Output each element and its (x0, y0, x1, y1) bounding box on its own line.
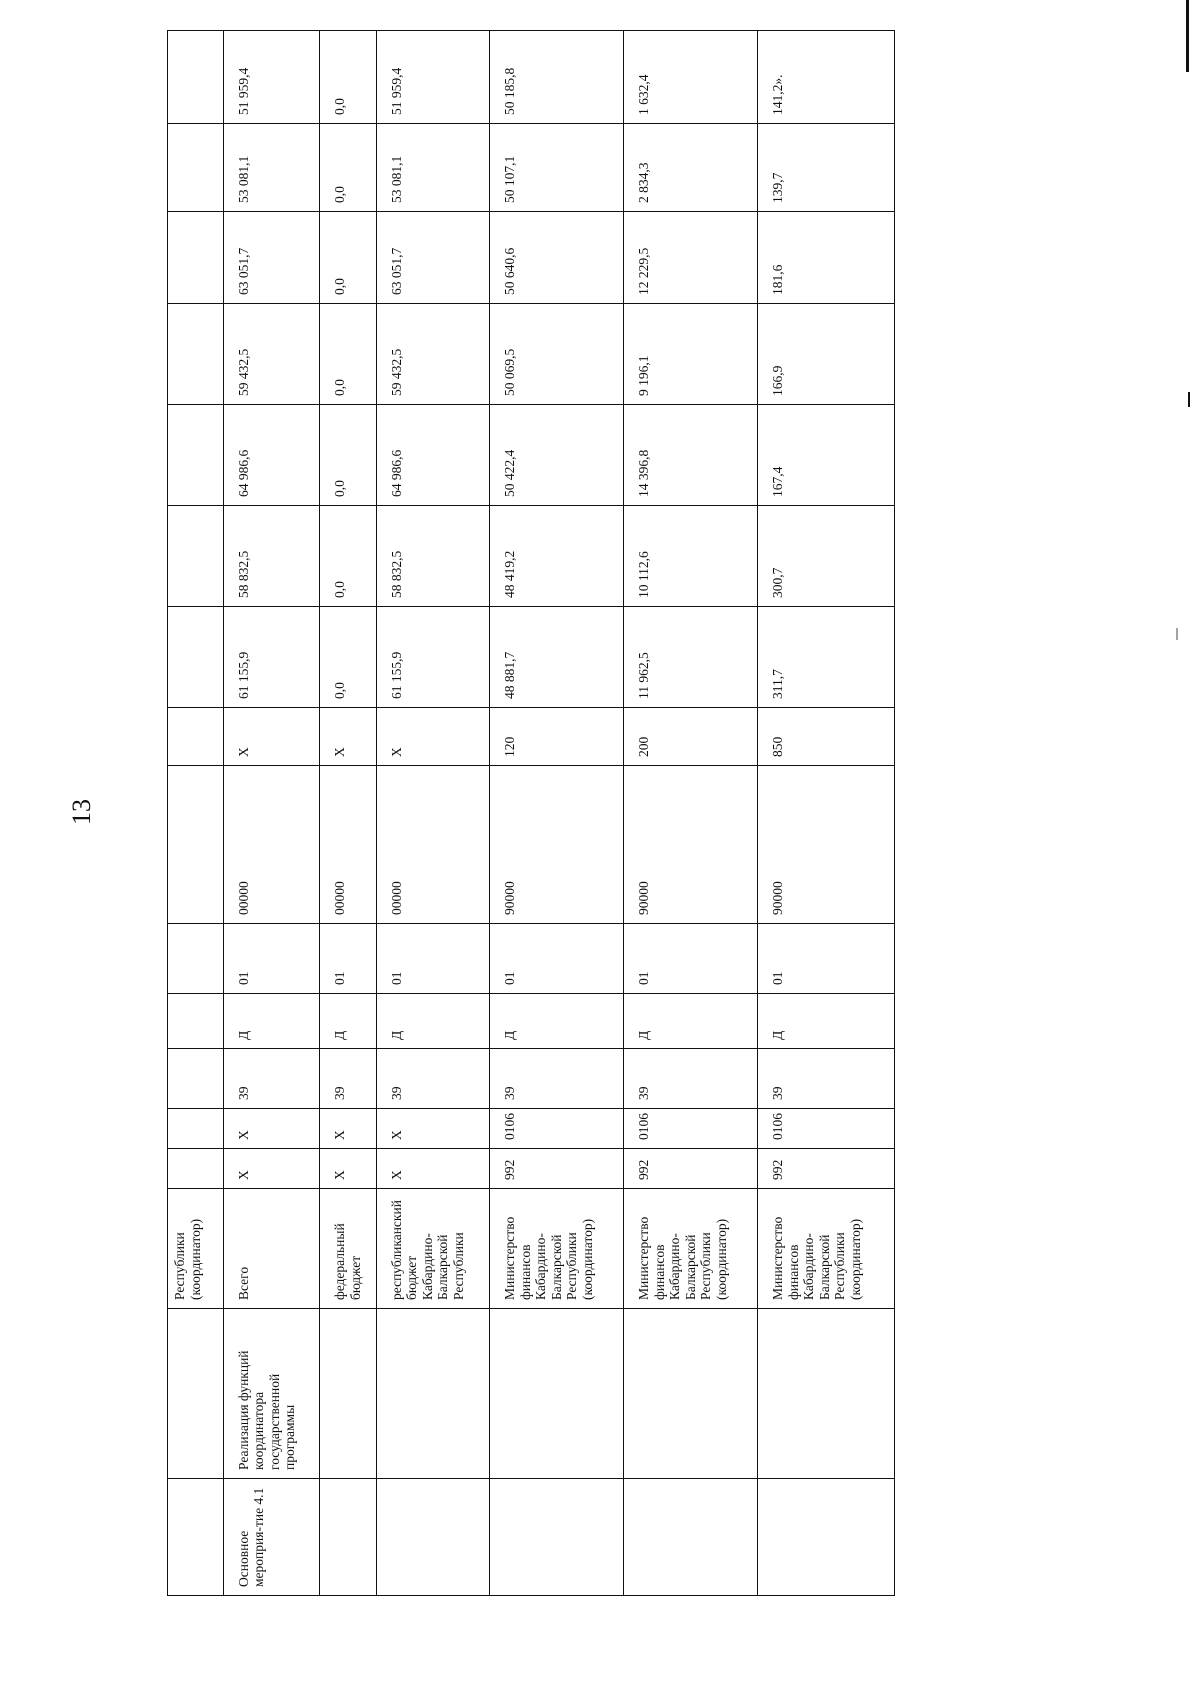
table-cell: Реализация функций координатора государственной программы (223, 1309, 319, 1479)
table-cell: Министерство финансов Кабардино-Балкарской Республики (координатор) (624, 1189, 758, 1309)
table-cell (168, 506, 224, 607)
table-cell: 90000 (624, 766, 758, 924)
table-cell: 50 185,8 (490, 31, 624, 124)
table-cell: 39 (376, 1049, 490, 1109)
table-cell: 59 432,5 (376, 304, 490, 405)
table-cell: Д (490, 994, 624, 1049)
table-cell: 48 419,2 (490, 506, 624, 607)
table-cell: X (320, 1109, 377, 1149)
table-cell: 58 832,5 (376, 506, 490, 607)
table-cell: 39 (758, 1049, 895, 1109)
table-cell: X (223, 708, 319, 766)
table-cell: 01 (624, 924, 758, 994)
table-cell: 50 422,4 (490, 405, 624, 506)
table-row (624, 31, 758, 1596)
table-cell: 0,0 (320, 124, 377, 212)
table-row (223, 31, 319, 1596)
table-cell (168, 924, 224, 994)
table-cell: 167,4 (758, 405, 895, 506)
table-cell: 63 051,7 (223, 212, 319, 304)
table-cell (320, 1309, 377, 1479)
table-cell: 181,6 (758, 212, 895, 304)
table-cell: X (223, 1149, 319, 1189)
table-cell (758, 1309, 895, 1479)
table-cell: X (376, 708, 490, 766)
table-cell (758, 1479, 895, 1596)
table-cell: 51 959,4 (376, 31, 490, 124)
table-cell: 0106 (490, 1109, 624, 1149)
table-cell: 2 834,3 (624, 124, 758, 212)
table-cell: Министерство финансов Кабардино-Балкарской Республики (координатор) (758, 1189, 895, 1309)
table-cell: 166,9 (758, 304, 895, 405)
table-cell: 1 632,4 (624, 31, 758, 124)
table-cell: Министерство финансов Кабардино-Балкарской Республики (координатор) (490, 1189, 624, 1309)
table-cell (168, 124, 224, 212)
table-cell: 39 (490, 1049, 624, 1109)
table-cell: X (376, 1149, 490, 1189)
budget-table (167, 30, 895, 1596)
table-cell (168, 212, 224, 304)
table-cell (376, 1479, 490, 1596)
table-cell: 9 196,1 (624, 304, 758, 405)
table-cell: X (376, 1109, 490, 1149)
table-row (320, 31, 377, 1596)
table-cell: 139,7 (758, 124, 895, 212)
table-cell: 992 (490, 1149, 624, 1189)
table-cell: 00000 (223, 766, 319, 924)
table-cell: 01 (758, 924, 895, 994)
table-cell (168, 607, 224, 708)
table-cell (168, 1149, 224, 1189)
table-cell (168, 994, 224, 1049)
table-cell: Д (758, 994, 895, 1049)
table-cell: республиканский бюджет Кабардино-Балкарской Республики (376, 1189, 490, 1309)
table-cell: 51 959,4 (223, 31, 319, 124)
table-cell: X (320, 708, 377, 766)
table-cell (320, 1479, 377, 1596)
table-cell: 0,0 (320, 212, 377, 304)
table-cell: 39 (624, 1049, 758, 1109)
table-cell: X (223, 1109, 319, 1149)
table-cell: 53 081,1 (376, 124, 490, 212)
table-cell: 01 (320, 924, 377, 994)
table-cell: 14 396,8 (624, 405, 758, 506)
table-cell: 50 640,6 (490, 212, 624, 304)
table-container (167, 31, 895, 1596)
scan-speck (1176, 628, 1178, 640)
table-cell: 01 (376, 924, 490, 994)
table-cell (168, 304, 224, 405)
table-cell (490, 1479, 624, 1596)
table-cell: 61 155,9 (223, 607, 319, 708)
table-cell: Д (624, 994, 758, 1049)
table-cell: 0,0 (320, 506, 377, 607)
table-cell: 39 (223, 1049, 319, 1109)
table-cell: 59 432,5 (223, 304, 319, 405)
table-cell: 992 (758, 1149, 895, 1189)
table-cell (168, 1479, 224, 1596)
table-cell: 58 832,5 (223, 506, 319, 607)
table-cell: 01 (223, 924, 319, 994)
table-cell: 0,0 (320, 607, 377, 708)
table-body (168, 31, 895, 1596)
table-cell: 0,0 (320, 405, 377, 506)
table-cell: 48 881,7 (490, 607, 624, 708)
table-row (490, 31, 624, 1596)
table-row (376, 31, 490, 1596)
table-row (758, 31, 895, 1596)
table-cell: федеральный бюджет (320, 1189, 377, 1309)
table-cell: 300,7 (758, 506, 895, 607)
table-cell: 992 (624, 1149, 758, 1189)
table-cell (376, 1309, 490, 1479)
table-cell: 12 229,5 (624, 212, 758, 304)
table-cell (168, 31, 224, 124)
table-cell: 50 107,1 (490, 124, 624, 212)
table-cell: 00000 (320, 766, 377, 924)
table-cell: 11 962,5 (624, 607, 758, 708)
table-cell (168, 1109, 224, 1149)
table-cell: 61 155,9 (376, 607, 490, 708)
table-cell: 63 051,7 (376, 212, 490, 304)
table-cell: Д (223, 994, 319, 1049)
table-cell: 39 (320, 1049, 377, 1109)
table-cell: 850 (758, 708, 895, 766)
table-cell (624, 1479, 758, 1596)
table-cell: 53 081,1 (223, 124, 319, 212)
table-cell: Д (376, 994, 490, 1049)
table-cell: Республики (координатор) (168, 1189, 224, 1309)
scan-edge-mark (1186, 0, 1189, 72)
table-header-row (168, 31, 224, 1596)
table-cell: 0106 (758, 1109, 895, 1149)
table-cell: 0,0 (320, 304, 377, 405)
table-cell: 90000 (758, 766, 895, 924)
table-cell: Всего (223, 1189, 319, 1309)
table-cell: 10 112,6 (624, 506, 758, 607)
table-cell (168, 405, 224, 506)
table-cell: Д (320, 994, 377, 1049)
scan-edge-mark (1188, 392, 1190, 407)
table-cell (168, 1309, 224, 1479)
table-cell (168, 708, 224, 766)
table-cell: 01 (490, 924, 624, 994)
table-cell: 311,7 (758, 607, 895, 708)
table-cell (624, 1309, 758, 1479)
table-cell: 50 069,5 (490, 304, 624, 405)
table-cell: 90000 (490, 766, 624, 924)
table-cell: Основное мероприя-тие 4.1 (223, 1479, 319, 1596)
table-cell: 0,0 (320, 31, 377, 124)
page-number: 13 (67, 799, 96, 825)
table-cell: 00000 (376, 766, 490, 924)
table-cell: X (320, 1149, 377, 1189)
table-cell (490, 1309, 624, 1479)
table-cell: 200 (624, 708, 758, 766)
table-cell: 141,2». (758, 31, 895, 124)
table-cell: 64 986,6 (376, 405, 490, 506)
table-cell: 120 (490, 708, 624, 766)
table-cell (168, 766, 224, 924)
table-cell: 64 986,6 (223, 405, 319, 506)
table-cell (168, 1049, 224, 1109)
table-cell: 0106 (624, 1109, 758, 1149)
